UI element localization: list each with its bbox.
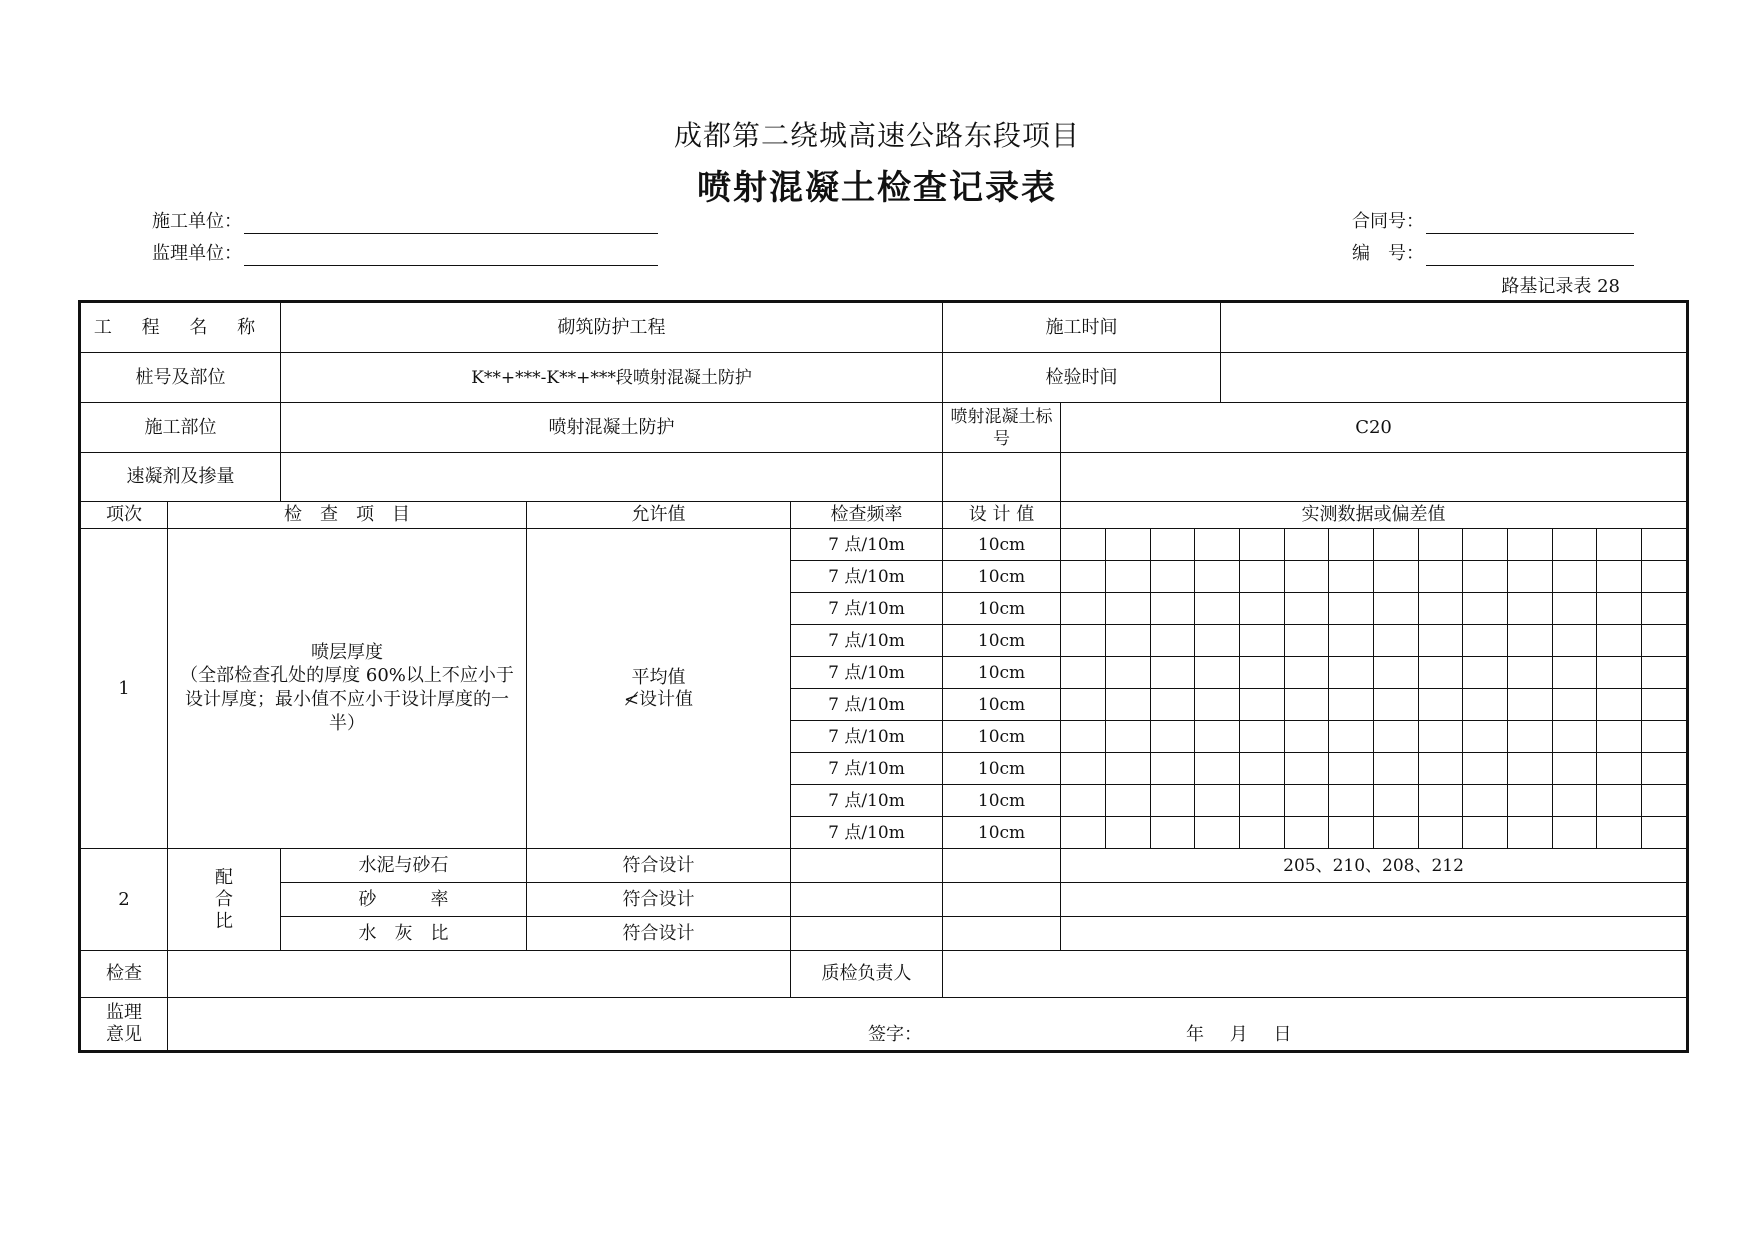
measured-cell[interactable] [1240, 625, 1285, 656]
measured-cell[interactable] [1507, 817, 1552, 848]
measured-cell[interactable] [1507, 721, 1552, 752]
inspection-time-value[interactable] [1221, 353, 1687, 402]
measured-cell[interactable] [1641, 817, 1686, 848]
measured-cell[interactable] [1463, 817, 1508, 848]
measured-grid [1061, 817, 1686, 848]
supervision-row [80, 998, 1688, 1052]
item2-group-label-2: 合 [215, 888, 233, 910]
measured-cell[interactable] [1463, 561, 1508, 592]
inspection-time-label: 检验时间 [943, 353, 1221, 402]
measured-cell[interactable] [1418, 657, 1463, 688]
measured-cell[interactable] [1284, 561, 1329, 592]
measured-cell[interactable] [1150, 529, 1195, 560]
item1-freq: 7 点/10m [791, 753, 943, 785]
item2-allowed: 符合设计 [527, 849, 791, 883]
measured-cell[interactable] [1106, 817, 1151, 848]
measured-cell[interactable] [1150, 721, 1195, 752]
measured-cell[interactable] [1374, 721, 1419, 752]
item1-freq: 7 点/10m [791, 689, 943, 721]
project-value[interactable]: 砌筑防护工程 [281, 302, 943, 353]
measured-cell[interactable] [1195, 561, 1240, 592]
qc-value[interactable] [943, 951, 1688, 998]
item1-name-note: （全部检查孔处的厚度 60%以上不应小于设计厚度；最小值不应小于设计厚度的一半） [180, 664, 514, 734]
item1-measured-cells[interactable] [1061, 657, 1688, 689]
measured-cell[interactable] [1106, 625, 1151, 656]
measured-grid [1061, 721, 1686, 752]
measured-cell[interactable] [1597, 721, 1642, 752]
column-header-row [80, 502, 1688, 529]
measured-cell[interactable] [1507, 657, 1552, 688]
measured-cell[interactable] [1284, 657, 1329, 688]
form-code: 路基记录表 28 [1501, 276, 1620, 297]
measured-cell[interactable] [1641, 721, 1686, 752]
measured-cell[interactable] [1418, 753, 1463, 784]
item2-design[interactable] [943, 883, 1061, 917]
signature-label: 签字： [868, 1024, 922, 1045]
inspection-label: 检查 [80, 951, 168, 998]
measured-cell[interactable] [1240, 593, 1285, 624]
measured-cell[interactable] [1106, 657, 1151, 688]
item2-group-label [168, 849, 281, 951]
measured-cell[interactable] [1195, 721, 1240, 752]
measured-cell[interactable] [1463, 689, 1508, 720]
measured-cell[interactable] [1150, 689, 1195, 720]
measured-cell[interactable] [1195, 753, 1240, 784]
measured-cell[interactable] [1463, 625, 1508, 656]
measured-cell[interactable] [1061, 529, 1106, 560]
grade-value[interactable]: C20 [1061, 403, 1688, 453]
item2-measured[interactable]: 205、210、208、212 [1061, 849, 1688, 883]
station-row [80, 353, 1688, 403]
item2-name: 水泥与砂石 [281, 849, 527, 883]
measured-cell[interactable] [1061, 593, 1106, 624]
measured-cell[interactable] [1106, 689, 1151, 720]
supervision-unit-line [244, 245, 658, 266]
item1-freq: 7 点/10m [791, 817, 943, 849]
measured-cell[interactable] [1641, 529, 1686, 560]
measured-cell[interactable] [1418, 817, 1463, 848]
measured-cell[interactable] [1418, 529, 1463, 560]
measured-cell[interactable] [1284, 625, 1329, 656]
inspection-table [78, 300, 1689, 1053]
measured-cell[interactable] [1284, 689, 1329, 720]
measured-cell[interactable] [1329, 817, 1374, 848]
measured-cell[interactable] [1418, 561, 1463, 592]
item1-allowed-line1: 平均值 [631, 666, 686, 688]
measured-cell[interactable] [1641, 785, 1686, 816]
measured-cell[interactable] [1061, 561, 1106, 592]
item2-allowed: 符合设计 [527, 917, 791, 951]
supervision-label-1: 监理 [106, 1002, 142, 1023]
measured-cell[interactable] [1507, 785, 1552, 816]
measured-grid [1061, 753, 1686, 784]
accelerator-value[interactable] [281, 453, 943, 502]
measured-cell[interactable] [1284, 721, 1329, 752]
item1-no: 1 [80, 529, 168, 849]
measured-cell[interactable] [1641, 753, 1686, 784]
measured-cell[interactable] [1150, 753, 1195, 784]
measured-cell[interactable] [1106, 785, 1151, 816]
measured-cell[interactable] [1507, 625, 1552, 656]
measured-cell[interactable] [1552, 625, 1597, 656]
construction-unit-line [244, 213, 658, 234]
grade-label: 喷射混凝土标号 [943, 403, 1061, 453]
item1-measured-cells[interactable] [1061, 689, 1688, 721]
measured-cell[interactable] [1240, 721, 1285, 752]
measured-cell[interactable] [1641, 561, 1686, 592]
measured-cell[interactable] [1374, 561, 1419, 592]
item1-design: 10cm [943, 593, 1061, 625]
item1-design: 10cm [943, 625, 1061, 657]
measured-cell[interactable] [1641, 625, 1686, 656]
measured-cell[interactable] [1329, 721, 1374, 752]
measured-cell[interactable] [1106, 561, 1151, 592]
construction-time-label: 施工时间 [943, 303, 1221, 352]
measured-cell[interactable] [1061, 785, 1106, 816]
item1-freq: 7 点/10m [791, 529, 943, 561]
measured-cell[interactable] [1240, 753, 1285, 784]
measured-cell[interactable] [1597, 689, 1642, 720]
measured-cell[interactable] [1284, 753, 1329, 784]
item1-design: 10cm [943, 753, 1061, 785]
item1-freq: 7 点/10m [791, 721, 943, 753]
supervision-opinion[interactable] [168, 998, 1688, 1052]
measured-cell[interactable] [1061, 721, 1106, 752]
item1-allowed-line2: ≮设计值 [623, 688, 694, 710]
measured-cell[interactable] [1374, 529, 1419, 560]
measured-cell[interactable] [1284, 785, 1329, 816]
measured-cell[interactable] [1329, 529, 1374, 560]
item1-design: 10cm [943, 785, 1061, 817]
measured-cell[interactable] [1284, 817, 1329, 848]
measured-cell[interactable] [1418, 785, 1463, 816]
item2-freq[interactable] [791, 917, 943, 951]
item2-name: 砂 率 [281, 883, 527, 917]
measured-cell[interactable] [1284, 529, 1329, 560]
measured-cell[interactable] [1150, 657, 1195, 688]
measured-cell[interactable] [1329, 593, 1374, 624]
measured-cell[interactable] [1418, 721, 1463, 752]
supervision-label-2: 意见 [106, 1024, 142, 1045]
serial-no-field[interactable] [1352, 240, 1424, 268]
item1-measured-cells[interactable] [1061, 529, 1688, 561]
measured-cell[interactable] [1597, 785, 1642, 816]
measured-cell[interactable] [1597, 593, 1642, 624]
col-allowed: 允许值 [527, 502, 791, 529]
measured-cell[interactable] [1329, 657, 1374, 688]
date-label: 年 月 日 [1186, 1024, 1292, 1045]
measured-grid [1061, 689, 1686, 720]
supervision-unit-field[interactable] [152, 240, 242, 268]
item1-freq: 7 点/10m [791, 561, 943, 593]
contract-no-label: 合同号： [1352, 211, 1424, 232]
measured-cell[interactable] [1552, 721, 1597, 752]
inspection-value[interactable] [168, 951, 791, 998]
item1-measured-cells[interactable] [1061, 721, 1688, 753]
measured-cell[interactable] [1507, 529, 1552, 560]
accelerator-row [80, 453, 1688, 502]
measured-cell[interactable] [1150, 817, 1195, 848]
measured-cell[interactable] [1240, 657, 1285, 688]
measured-cell[interactable] [1374, 657, 1419, 688]
form-title: 喷射混凝土检查记录表 [697, 168, 1057, 208]
measured-cell[interactable] [1329, 625, 1374, 656]
measured-cell[interactable] [1240, 785, 1285, 816]
measured-cell[interactable] [1374, 689, 1419, 720]
measured-cell[interactable] [1641, 657, 1686, 688]
item1-freq: 7 点/10m [791, 593, 943, 625]
item1-freq: 7 点/10m [791, 785, 943, 817]
measured-cell[interactable] [1552, 529, 1597, 560]
construction-unit-field[interactable] [152, 208, 242, 236]
measured-cell[interactable] [1240, 689, 1285, 720]
item2-design[interactable] [943, 849, 1061, 883]
measured-cell[interactable] [1552, 753, 1597, 784]
measured-cell[interactable] [1061, 625, 1106, 656]
project-title: 成都第二绕城高速公路东段项目 [673, 119, 1080, 152]
item2-measured[interactable] [1061, 917, 1688, 951]
item2-no: 2 [80, 849, 168, 951]
col-measured: 实测数据或偏差值 [1061, 502, 1688, 529]
measured-cell[interactable] [1329, 561, 1374, 592]
item2-freq[interactable] [791, 883, 943, 917]
item1-measured-cells[interactable] [1061, 561, 1688, 593]
measured-cell[interactable] [1507, 593, 1552, 624]
mix-row [80, 849, 1688, 883]
item2-design[interactable] [943, 917, 1061, 951]
item1-design: 10cm [943, 529, 1061, 561]
part-label: 施工部位 [80, 403, 281, 453]
measured-cell[interactable] [1195, 817, 1240, 848]
measured-grid [1061, 561, 1686, 592]
measured-cell[interactable] [1641, 689, 1686, 720]
measured-cell[interactable] [1552, 689, 1597, 720]
construction-time-cell [943, 302, 1688, 353]
measured-cell[interactable] [1106, 529, 1151, 560]
serial-no-label: 编 号： [1352, 243, 1424, 264]
measured-cell[interactable] [1195, 593, 1240, 624]
measured-cell[interactable] [1150, 593, 1195, 624]
item1-name [168, 529, 527, 849]
measured-cell[interactable] [1463, 529, 1508, 560]
mix-row [80, 917, 1688, 951]
measured-cell[interactable] [1240, 817, 1285, 848]
measured-cell[interactable] [1507, 689, 1552, 720]
measured-cell[interactable] [1374, 753, 1419, 784]
accelerator-label: 速凝剂及掺量 [80, 453, 281, 502]
measured-cell[interactable] [1195, 689, 1240, 720]
measured-cell[interactable] [1284, 593, 1329, 624]
item1-name-title: 喷层厚度 [311, 641, 383, 663]
measured-cell[interactable] [1418, 593, 1463, 624]
measured-cell[interactable] [1463, 785, 1508, 816]
project-label: 工 程 名 称 [80, 302, 281, 353]
measured-cell[interactable] [1418, 625, 1463, 656]
measured-cell[interactable] [1106, 721, 1151, 752]
measured-cell[interactable] [1552, 593, 1597, 624]
item1-freq: 7 点/10m [791, 657, 943, 689]
item1-design: 10cm [943, 689, 1061, 721]
part-row [80, 403, 1688, 453]
measured-grid [1061, 785, 1686, 816]
construction-time-value[interactable] [1221, 303, 1687, 352]
measured-cell[interactable] [1597, 753, 1642, 784]
construction-unit-label: 施工单位： [152, 211, 242, 232]
qc-label: 质检负责人 [791, 951, 943, 998]
col-check-item: 检 查 项 目 [168, 502, 527, 529]
measured-cell[interactable] [1507, 753, 1552, 784]
col-design-value: 设 计 值 [943, 502, 1061, 529]
measured-cell[interactable] [1374, 625, 1419, 656]
measured-cell[interactable] [1106, 593, 1151, 624]
measured-cell[interactable] [1418, 689, 1463, 720]
measured-cell[interactable] [1329, 689, 1374, 720]
mix-row [80, 883, 1688, 917]
item2-group-label-3: 比 [215, 910, 233, 932]
measured-cell[interactable] [1463, 721, 1508, 752]
measured-cell[interactable] [1061, 817, 1106, 848]
measured-cell[interactable] [1552, 561, 1597, 592]
measured-cell[interactable] [1195, 625, 1240, 656]
measured-cell[interactable] [1463, 593, 1508, 624]
measured-cell[interactable] [1150, 785, 1195, 816]
measured-cell[interactable] [1463, 753, 1508, 784]
measured-cell[interactable] [1597, 817, 1642, 848]
measured-cell[interactable] [1106, 753, 1151, 784]
measured-cell[interactable] [1463, 657, 1508, 688]
measured-cell[interactable] [1195, 785, 1240, 816]
item1-design: 10cm [943, 817, 1061, 849]
measured-cell[interactable] [1329, 785, 1374, 816]
measured-cell[interactable] [1329, 753, 1374, 784]
accelerator-blank-1 [943, 453, 1061, 502]
col-item-no: 项次 [80, 502, 168, 529]
accelerator-blank-2 [1061, 453, 1688, 502]
item1-design: 10cm [943, 561, 1061, 593]
contract-no-line [1426, 213, 1634, 234]
item2-name: 水 灰 比 [281, 917, 527, 951]
thickness-row [80, 529, 1688, 561]
item1-design: 10cm [943, 721, 1061, 753]
measured-cell[interactable] [1552, 785, 1597, 816]
item1-measured-cells[interactable] [1061, 785, 1688, 817]
measured-grid [1061, 529, 1686, 560]
measured-cell[interactable] [1374, 593, 1419, 624]
item2-group-label-1: 配 [215, 866, 233, 888]
measured-cell[interactable] [1597, 561, 1642, 592]
measured-cell[interactable] [1195, 657, 1240, 688]
supervision-unit-label: 监理单位： [152, 243, 242, 264]
item1-measured-cells[interactable] [1061, 817, 1688, 849]
item1-measured-cells[interactable] [1061, 593, 1688, 625]
measured-cell[interactable] [1150, 561, 1195, 592]
item2-freq[interactable] [791, 849, 943, 883]
measured-cell[interactable] [1597, 657, 1642, 688]
part-value[interactable]: 喷射混凝土防护 [281, 403, 943, 453]
measured-cell[interactable] [1552, 817, 1597, 848]
measured-cell[interactable] [1597, 529, 1642, 560]
item1-measured-cells[interactable] [1061, 753, 1688, 785]
item2-allowed: 符合设计 [527, 883, 791, 917]
measured-grid [1061, 593, 1686, 624]
measured-grid [1061, 625, 1686, 656]
measured-cell[interactable] [1061, 753, 1106, 784]
measured-grid [1061, 657, 1686, 688]
serial-no-line [1426, 245, 1634, 266]
station-label: 桩号及部位 [80, 353, 281, 403]
measured-cell[interactable] [1150, 625, 1195, 656]
measured-cell[interactable] [1374, 785, 1419, 816]
measured-cell[interactable] [1597, 625, 1642, 656]
station-value[interactable]: K**+***-K**+***段喷射混凝土防护 [281, 353, 943, 403]
measured-cell[interactable] [1374, 817, 1419, 848]
measured-cell[interactable] [1641, 593, 1686, 624]
measured-cell[interactable] [1552, 657, 1597, 688]
supervision-label [80, 998, 168, 1052]
measured-cell[interactable] [1195, 529, 1240, 560]
measured-cell[interactable] [1061, 657, 1106, 688]
contract-no-field[interactable] [1352, 208, 1424, 236]
inspection-time-cell [943, 353, 1688, 403]
project-row [80, 302, 1688, 353]
inspection-row [80, 951, 1688, 998]
measured-cell[interactable] [1507, 561, 1552, 592]
measured-cell[interactable] [1061, 689, 1106, 720]
measured-cell[interactable] [1240, 529, 1285, 560]
item1-freq: 7 点/10m [791, 625, 943, 657]
item2-measured[interactable] [1061, 883, 1688, 917]
item1-measured-cells[interactable] [1061, 625, 1688, 657]
item1-design: 10cm [943, 657, 1061, 689]
item1-allowed [527, 529, 791, 849]
col-frequency: 检查频率 [791, 502, 943, 529]
measured-cell[interactable] [1240, 561, 1285, 592]
